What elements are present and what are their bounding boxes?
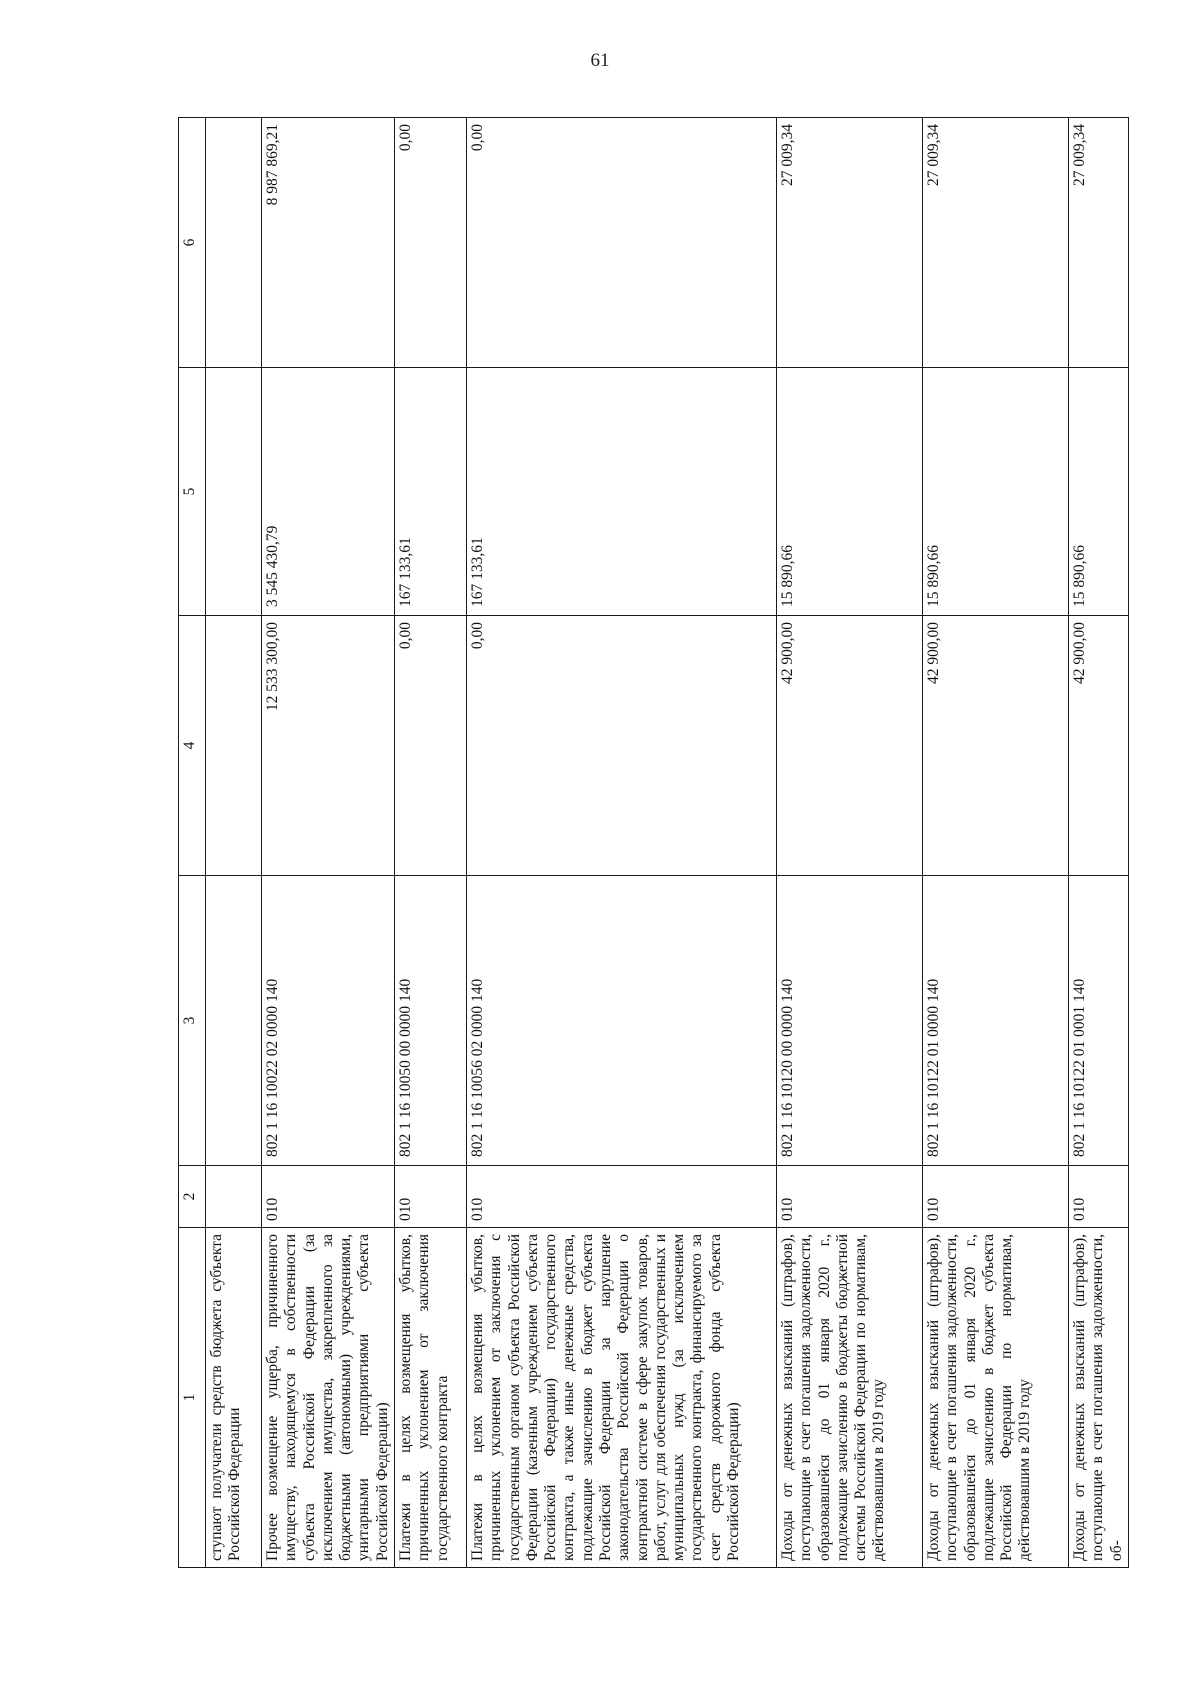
row-actual: 15 890,66: [922, 368, 1068, 616]
row-kbk: 802 1 16 10122 01 0001 140: [1068, 876, 1128, 1166]
row-kbk: 802 1 16 10022 02 0000 140: [262, 876, 395, 1166]
row-name: Доходы от денежных взысканий (штрафов), поступающие в счет погашения задолженности, об-: [1068, 1228, 1128, 1568]
row-kbk: 802 1 16 10120 00 0000 140: [776, 876, 922, 1166]
row-code: [206, 1166, 262, 1228]
row-name: Доходы от денежных взысканий (штрафов), поступающие в счет погашения задолженности, образовавшейся до 01 января 2020 г., подлежащие зачислению в бюджет субъекта Российской Федерации по нормативам, действовавшим в 2019 году: [922, 1228, 1068, 1568]
row-remainder: [206, 118, 262, 368]
table-header-row: [179, 118, 206, 1568]
header-col-4: 4: [179, 616, 206, 876]
row-name: Доходы от денежных взысканий (штрафов), поступающие в счет погашения задолженности, образовавшейся до 01 января 2020 г., подлежащие зачислению в бюджеты бюджетной системы Российской Федерации по нормативам, действовавшим в 2019 году: [776, 1228, 922, 1568]
row-plan: 0,00: [466, 616, 776, 876]
row-actual: 167 133,61: [466, 368, 776, 616]
row-kbk: 802 1 16 10056 02 0000 140: [466, 876, 776, 1166]
table-row: [262, 118, 395, 1568]
row-actual: 15 890,66: [1068, 368, 1128, 616]
header-col-3: 3: [179, 876, 206, 1166]
row-plan: 0,00: [394, 616, 466, 876]
header-col-6: 6: [179, 118, 206, 368]
header-col-1: 1: [179, 1228, 206, 1568]
row-code: 010: [776, 1166, 922, 1228]
row-code: 010: [394, 1166, 466, 1228]
row-plan: [206, 616, 262, 876]
row-name: ступают получатели средств бюджета субъекта Российской Федерации: [206, 1228, 262, 1568]
row-plan: 42 900,00: [1068, 616, 1128, 876]
row-code: 010: [466, 1166, 776, 1228]
row-remainder: 0,00: [394, 118, 466, 368]
row-kbk: 802 1 16 10050 00 0000 140: [394, 876, 466, 1166]
row-remainder: 8 987 869,21: [262, 118, 395, 368]
header-col-5: 5: [179, 368, 206, 616]
row-plan: 12 533 300,00: [262, 616, 395, 876]
row-name: Платежи в целях возмещения убытков, причиненных уклонением от заключения государственного контракта: [394, 1228, 466, 1568]
row-name: Прочее возмещение ущерба, причиненного имуществу, находящемуся в собственности субъекта Российской Федерации (за исключением имущества, закрепленного за бюджетными (автономными) учреждениями, унитарными предприятиями субъекта Российской Федерации): [262, 1228, 395, 1568]
row-kbk: 802 1 16 10122 01 0000 140: [922, 876, 1068, 1166]
row-remainder: 27 009,34: [776, 118, 922, 368]
row-actual: 167 133,61: [394, 368, 466, 616]
row-remainder: 27 009,34: [922, 118, 1068, 368]
row-kbk: [206, 876, 262, 1166]
rotated-table-container: [178, 118, 1125, 1568]
revenue-table: [178, 117, 1129, 1568]
row-actual: [206, 368, 262, 616]
table-row: [394, 118, 466, 1568]
row-code: 010: [1068, 1166, 1128, 1228]
header-col-2: 2: [179, 1166, 206, 1228]
table-row: [1068, 118, 1128, 1568]
row-code: 010: [262, 1166, 395, 1228]
row-remainder: 27 009,34: [1068, 118, 1128, 368]
row-name: Платежи в целях возмещения убытков, причиненных уклонением от заключения с государственным органом субъекта Российской Федерации (казенным учреждением субъекта Российской Федерации) государственного контракта, а также иные денежные средства, подлежащие зачислению в бюджет субъекта Российской Федерации за нарушение законодательства Российской Федерации о контрактной системе в сфере закупок товаров, работ, услуг для обеспечения государственных и муниципальных нужд (за исключением государственного контракта, финансируемого за счет средств дорожного фонда субъекта Российской Федерации): [466, 1228, 776, 1568]
row-code: 010: [922, 1166, 1068, 1228]
row-remainder: 0,00: [466, 118, 776, 368]
table-row: [776, 118, 922, 1568]
table-row: [206, 118, 262, 1568]
row-actual: 3 545 430,79: [262, 368, 395, 616]
row-plan: 42 900,00: [922, 616, 1068, 876]
table-row: [922, 118, 1068, 1568]
row-actual: 15 890,66: [776, 368, 922, 616]
row-plan: 42 900,00: [776, 616, 922, 876]
table-row: [466, 118, 776, 1568]
page-number: 61: [590, 50, 610, 71]
